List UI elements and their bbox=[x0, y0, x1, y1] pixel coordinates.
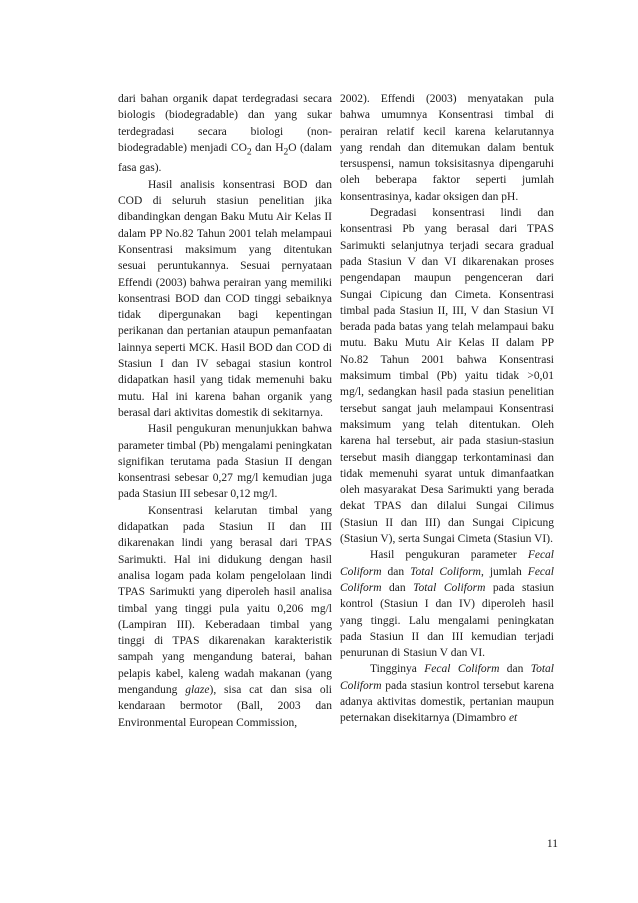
paragraph-timbal-solubility bbox=[118, 503, 332, 731]
paragraph-coliform-cause bbox=[340, 661, 554, 726]
paragraph-degradation: Degradasi konsentrasi lindi dan konsentrasi Pb yang berasal dari TPAS Sarimukti selanjutnya terjadi secara gradual pada Stasiun V dan VI dikarenakan proses pengendapan maupun pengenceran dari Sungai Cipicung dan Cimeta. Konsentrasi timbal pada Stasiun II, III, V dan Stasiun VI berada pada batas yang telah melampaui baku mutu. Baku Mutu Air Kelas II dalam PP No.82 Tahun 2001 bahwa Konsentrasi maksimum timbal (Pb) yaitu tidak >0,01 mg/l, sedangkan hasil pada stasiun penelitian tersebut sangat jauh melampaui Konsentrasi maksimum yang telah ditentukan. Oleh karena hal tersebut, air pada stasiun-stasiun tersebut masih dianggap terkontaminasi dan tidak memenuhi syarat untuk dimanfaatkan oleh masyarakat Desa Sarimukti yang berada dekat TPAS dan dilalui Sungai Cilimus (Stasiun II dan III) dan Sungai Cipicung (Stasiun V), serta Sungai Cimeta (Stasiun VI). bbox=[340, 207, 554, 546]
text-run: O (dalam fasa gas). bbox=[118, 141, 332, 175]
text-run: dan bbox=[499, 663, 531, 676]
text-run: Tingginya bbox=[370, 663, 425, 676]
text-run: dan bbox=[381, 581, 414, 594]
italic-term: glaze bbox=[185, 683, 210, 696]
left-column bbox=[118, 91, 332, 731]
text-run: pada stasiun kontrol tersebut karena adanya aktivitas domestik, pertanian maupun peternakan disekitarnya (Dimambro bbox=[340, 679, 554, 725]
italic-term: Fecal Coliform bbox=[424, 663, 500, 676]
right-column bbox=[340, 91, 554, 727]
paragraph-continued bbox=[118, 91, 332, 177]
text-run: dan bbox=[381, 565, 411, 578]
paragraph-timbal-measurement: Hasil pengukuran menunjukkan bahwa parameter timbal (Pb) mengalami peningkatan signifikan terutama pada Stasiun II dengan konsentrasi sebesar 0,27 mg/l kemudian juga pada Stasiun III sebesar 0,12 mg/l. bbox=[118, 423, 332, 501]
text-run: , jumlah bbox=[480, 565, 528, 578]
italic-term: Fecal Coliform bbox=[340, 565, 554, 594]
paragraph-continued: 2002). Effendi (2003) menyatakan pula bahwa umumnya Konsentrasi timbal di perairan relatif kecil karena kelarutannya yang rendah dan ditemukan dalam bentuk tersuspensi, namun toksisitasnya dipengaruhi oleh beberapa faktor seperti jumlah konsentrasinya, kadar oksigen dan pH. bbox=[340, 93, 554, 203]
text-run: Konsentrasi kelarutan timbal yang didapatkan pada Stasiun II dan III dikarenakan lindi yang berasal dari TPAS Sarimukti. Hal ini didukung dengan hasil analisa logam pada kolam pengelolaan lindi TPAS Sarimukti yang diperoleh hasil analisa timbal yang tinggi pula yaitu 0,206 mg/l (Lampiran III). Keberadaan timbal yang tinggi di TPAS dikarenakan karakteristik sampah yang mengandung baterai, bahan pelapis kabel, kaleng wadah makanan (yang mengandung bbox=[118, 504, 332, 696]
italic-term: Fecal Coliform bbox=[340, 549, 554, 578]
italic-term: Total Coliform bbox=[410, 565, 481, 578]
italic-term: Total Coliform bbox=[340, 663, 554, 692]
text-run: pada stasiun kontrol (Stasiun I dan IV) diperoleh hasil yang tinggi. Lalu mengalami peningkatan pada Stasiun II dan III kemudian terjadi penurunan di Stasiun V dan VI. bbox=[340, 581, 554, 660]
text-run: Hasil pengukuran parameter bbox=[370, 549, 528, 562]
italic-term: et bbox=[508, 712, 518, 725]
italic-term: Total Coliform bbox=[413, 581, 486, 594]
text-run: ), sisa cat dan sisa oli kendaraan bermotor (Ball, 2003 dan Environmental European Commission, bbox=[118, 683, 332, 729]
paragraph-bod-cod: Hasil analisis konsentrasi BOD dan COD di seluruh stasiun penelitian jika dibandingkan dengan Baku Mutu Air Kelas II dalam PP No.82 Tahun 2001 telah melampaui Konsentrasi maksimum yang ditentukan sesuai peruntukannya. Sesuai pernyataan Effendi (2003) bahwa perairan yang memiliki konsentrasi BOD dan COD tinggi sebaiknya tidak dipergunakan bagi kepentingan perikanan dan pertanian ataupun pemanfaatan lainnya seperti MCK. Hasil BOD dan COD di Stasiun I dan IV sebagai stasiun kontrol didapatkan hasil yang tidak memenuhi baku mutu. Hal ini karena bahan organik yang berasal dari aktivitas domestik di sekitarnya. bbox=[118, 178, 332, 419]
text-run: dari bahan organik dapat terdegradasi secara biologis (biodegradable) dan yang sukar terdegradasi secara biologi (non-biodegradable) menjadi CO bbox=[118, 93, 332, 154]
subscript: 2 bbox=[246, 146, 252, 158]
paragraph-coliform-results bbox=[340, 547, 554, 661]
text-run: dan H bbox=[251, 141, 284, 154]
subscript: 2 bbox=[283, 146, 289, 158]
page-number: 11 bbox=[546, 838, 558, 850]
